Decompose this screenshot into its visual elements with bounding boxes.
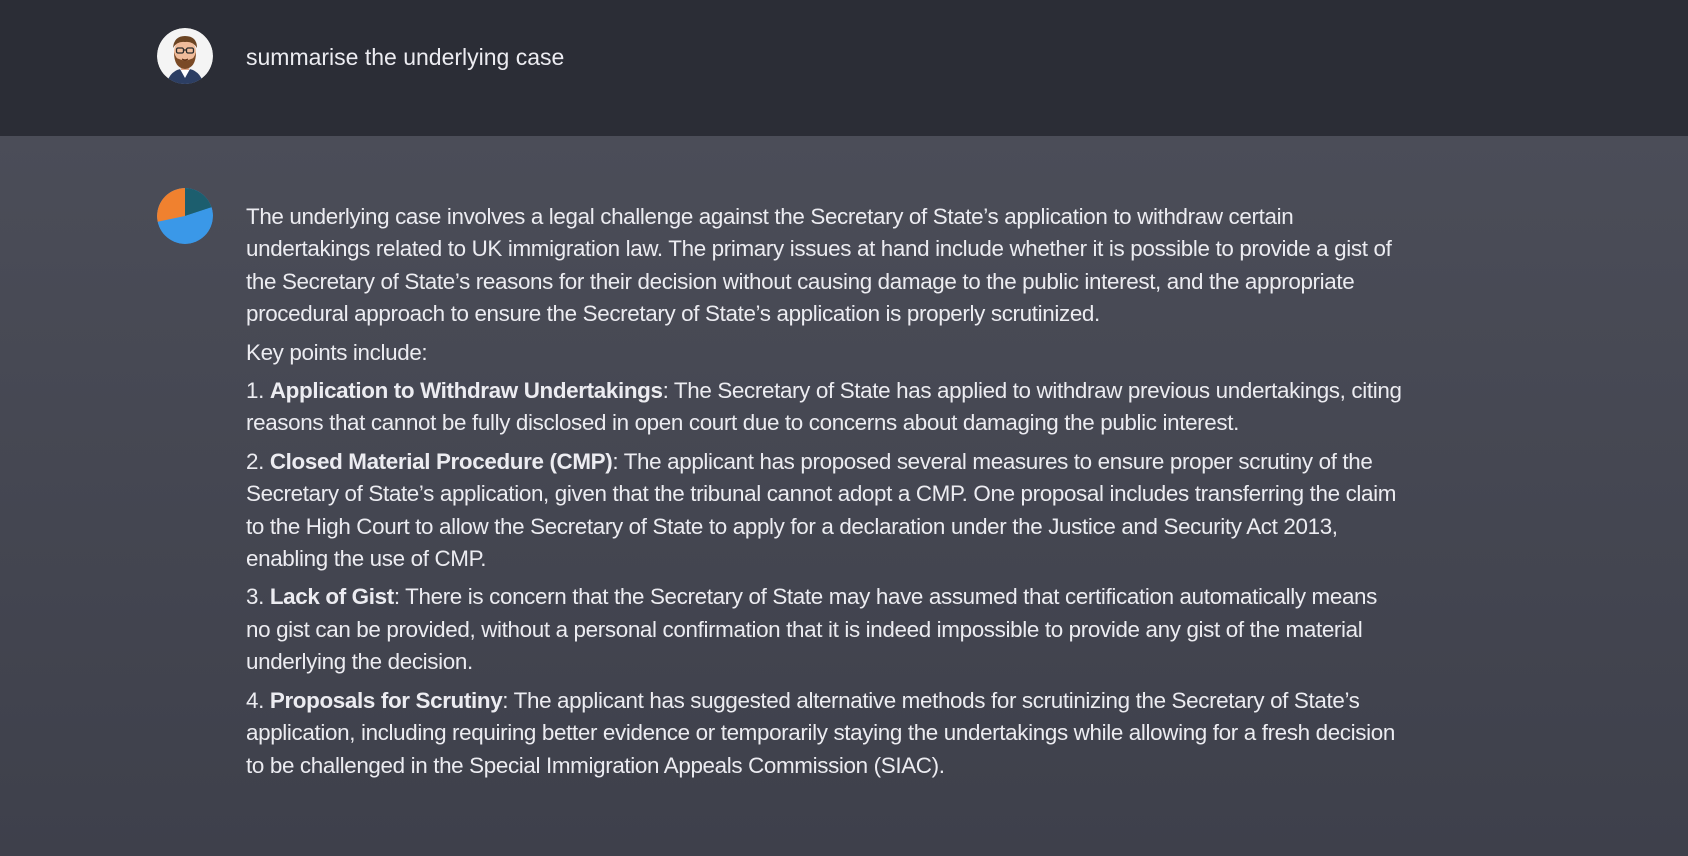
list-item-body: : The applicant has proposed several measures to ensure proper scrutiny of the Secretary of State’s application, given that the tribunal cannot adopt a CMP. One proposal includes transferring the claim to the High Court to allow the Secretary of State to apply for a declaration under the Justice and Security Act 2013, enabling the use of CMP. <box>246 448 1397 572</box>
list-item-body: : There is concern that the Secretary of State may have assumed that certification automatically means no gist can be provided, without a personal confirmation that it is indeed impossible to provide any gist of the material underlying the decision. <box>246 584 1377 675</box>
list-item-title: Application to Withdraw Undertakings <box>269 378 663 404</box>
intro-paragraph: The underlying case involves a legal challenge against the Secretary of State’s application to withdraw certain undertakings related to UK immigration law. The primary issues at hand include whether it is possible to provide a gist of the Secretary of State’s reasons for their decision without causing damage to the public interest, and the appropriate procedural approach to ensure the Secretary of State’s application is properly scrutinized. <box>246 204 1392 327</box>
bearded-man-avatar-icon <box>157 28 213 84</box>
list-item <box>246 581 1406 678</box>
list-item <box>246 375 1406 440</box>
assistant-message-text <box>246 201 1406 788</box>
pie-logo-icon <box>157 188 213 244</box>
list-item <box>246 446 1406 576</box>
list-item <box>246 685 1406 782</box>
key-points-label: Key points include: <box>246 339 428 365</box>
list-item-title: Closed Material Procedure (CMP) <box>269 448 613 474</box>
list-item-number: 1. <box>246 378 264 404</box>
list-item-number: 4. <box>246 687 264 713</box>
list-item-number: 3. <box>246 584 264 610</box>
list-item-title: Proposals for Scrutiny <box>269 687 503 713</box>
list-item-number: 2. <box>246 448 264 474</box>
list-item-body: : The Secretary of State has applied to withdraw previous undertakings, citing reasons that cannot be fully disclosed in open court due to concerns about damaging the public interest. <box>246 378 1402 436</box>
user-message-text: summarise the underlying case <box>246 44 565 70</box>
list-item-title: Lack of Gist <box>269 584 394 610</box>
user-message-row <box>0 0 1688 136</box>
list-item-body: : The applicant has suggested alternative methods for scrutinizing the Secretary of State’s application, including requiring better evidence or temporarily staying the undertakings while allowing for a fresh decision to be challenged in the Special Immigration Appeals Commission (SIAC). <box>246 687 1395 778</box>
